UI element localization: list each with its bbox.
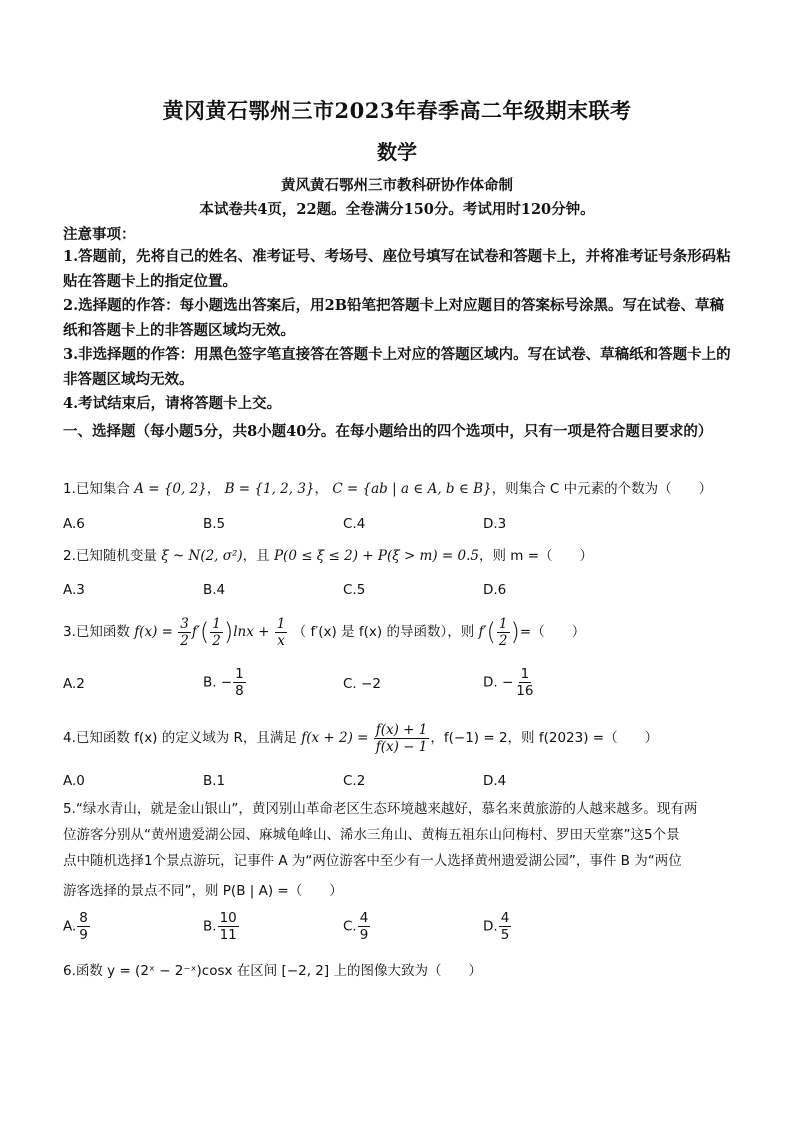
note-item-4: 4.考试结束后，请将答题卡上交。 [63, 395, 282, 412]
q3-half-fraction: $\frac{1}{2}$ [212, 615, 221, 649]
q3-option-b: B. − $\frac{1}{8}$ [203, 666, 244, 699]
notes-list [63, 245, 731, 417]
q2-prefix: 2.已知随机变量 [63, 548, 157, 564]
q1-option-b: B.5 [203, 516, 226, 532]
question-3: 3.已知函数 f(x) = $\frac{3}{2}$ f′( $\frac{1}{2}$ )lnx + $\frac{1}{x}$ （ f′(x) 是 f(x) 的导函数），则 f′( $\frac{1}{2}$ )=（ ） [63, 615, 586, 649]
q2-option-b: B.4 [203, 582, 226, 598]
q3-ask-fprime: f′ [478, 624, 487, 640]
q4-lhs: f(x + 2) = [301, 730, 369, 746]
exam-info: 本试卷共4页，22题。全卷满分150分。考试用时120分钟。 [199, 201, 595, 218]
q3-inverse-fraction: $\frac{1}{x}$ [276, 615, 286, 649]
q3-fx: f(x) = [134, 624, 173, 640]
note-item-2: 2.选择题的作答：每小题选出答案后，用2B铅笔把答题卡上对应题目的答案标号涂黑。写在试卷、草稿纸和答题卡上的非答题区域均无效。 [63, 297, 724, 339]
q5-line-4: 游客选择的景点不同”，则 P(B | A) =（ ） [63, 883, 343, 899]
q1-set-b: B = {1, 2, 3} [224, 481, 315, 497]
q3-ask-end: =（ ） [519, 624, 586, 640]
exam-author: 黄风黄石鄂州三市教科研协作体命制 [281, 177, 513, 194]
section-1-heading: 一、选择题（每小题5分，共8小题40分。在每小题给出的四个选项中，只有一项是符合题目要求的） [63, 423, 713, 440]
question-5 [63, 796, 731, 904]
q3-prefix: 3.已知函数 [63, 624, 130, 640]
q3-ask-fraction: $\frac{1}{2}$ [498, 615, 508, 649]
q4-fraction: $\frac{f(x) + 1}{f(x) - 1}$ [375, 721, 428, 755]
notes-heading: 注意事项： [63, 226, 136, 243]
q1-prefix: 1.已知集合 [63, 481, 130, 497]
note-item-3: 3.非选择题的作答：用黑色签字笔直接答在答题卡上对应的答题区域内。写在试卷、草稿纸和答题卡上的非答题区域均无效。 [63, 346, 731, 388]
q3-fprime: f′ [191, 624, 200, 640]
q2-options [63, 582, 743, 608]
q1-option-c: C.4 [343, 516, 366, 532]
q4-option-c: C.2 [343, 773, 366, 789]
question-6: 6.函数 y = (2ˣ − 2⁻ˣ)cosx 在区间 [−2, 2] 上的图像大致为（ ） [63, 963, 482, 979]
exam-title: 黄冈黄石鄂州三市2023年春季高二年级期末联考 [162, 98, 632, 123]
q2-option-a: A.3 [63, 582, 85, 598]
q5-option-d: D. $\frac{4}{5}$ [483, 910, 510, 943]
q1-suffix: ，则集合 C 中元素的个数为（ ） [491, 481, 713, 497]
question-2 [63, 545, 743, 567]
q5-options [63, 910, 743, 954]
q3-lnx: lnx + [233, 624, 270, 640]
q2-mid: ，且 [242, 548, 270, 564]
q4-option-b: B.1 [203, 773, 226, 789]
subject-title: 数学 [377, 140, 417, 164]
q2-option-d: D.6 [483, 582, 507, 598]
q3-option-a: A.2 [63, 676, 85, 692]
q5-option-b: B. $\frac{10}{11}$ [203, 910, 237, 943]
question-1: 1.已知集合 A = {0, 2}， B = {1, 2, 3}， C = {ab | a ∈ A, b ∈ B}，则集合 C 中元素的个数为（ ） [63, 481, 713, 497]
q1-option-a: A.6 [63, 516, 85, 532]
q2-distribution: ξ ~ N(2, σ²) [161, 548, 243, 564]
q2-condition: P(0 ≤ ξ ≤ 2) + P(ξ > m) = 0.5 [273, 548, 479, 564]
q3-option-d: D. − $\frac{1}{16}$ [483, 666, 534, 699]
note-item-1: 1.答题前，先将自己的姓名、准考证号、考场号、座位号填写在试卷和答题卡上，并将准考证号条形码粘贴在答题卡上的指定位置。 [63, 248, 731, 290]
q5-option-c: C. $\frac{4}{9}$ [343, 910, 369, 943]
q5-option-a: A. $\frac{8}{9}$ [63, 910, 88, 943]
q4-option-d: D.4 [483, 773, 507, 789]
q5-line-3: 点中随机选择1个景点游玩，记事件 A 为“两位游客中至少有一人选择黄州遗爱湖公园”，事件 B 为“两位 [63, 853, 682, 869]
q1-options [63, 516, 743, 542]
q5-line-2: 位游客分别从“黄州遗爱湖公园、麻城龟峰山、浠水三角山、黄梅五祖东山问梅村、罗田天堂寨”这5个景 [63, 827, 680, 843]
q4-option-a: A.0 [63, 773, 85, 789]
q4-prefix: 4.已知函数 f(x) 的定义域为 R，且满足 [63, 730, 297, 746]
q1-option-d: D.3 [483, 516, 507, 532]
q3-option-c: C. −2 [343, 676, 381, 692]
q4-condition: ，f(−1) = 2，则 f(2023) =（ ） [430, 730, 659, 746]
q2-suffix: ，则 m =（ ） [479, 548, 594, 564]
question-4 [63, 718, 743, 758]
q3-coef-fraction: $\frac{3}{2}$ [180, 615, 189, 649]
q1-set-a: A = {0, 2} [134, 481, 207, 497]
q3-options [63, 666, 743, 706]
q3-note: （ f′(x) 是 f(x) 的导函数），则 [292, 624, 475, 640]
q1-set-c: C = {ab | a ∈ A, b ∈ B} [332, 481, 492, 497]
q5-line-1: 5.“绿水青山，就是金山银山”，黄冈别山革命老区生态环境越来越好，慕名来黄旅游的人越来越多。现有两 [63, 801, 698, 817]
q2-option-c: C.5 [343, 582, 366, 598]
